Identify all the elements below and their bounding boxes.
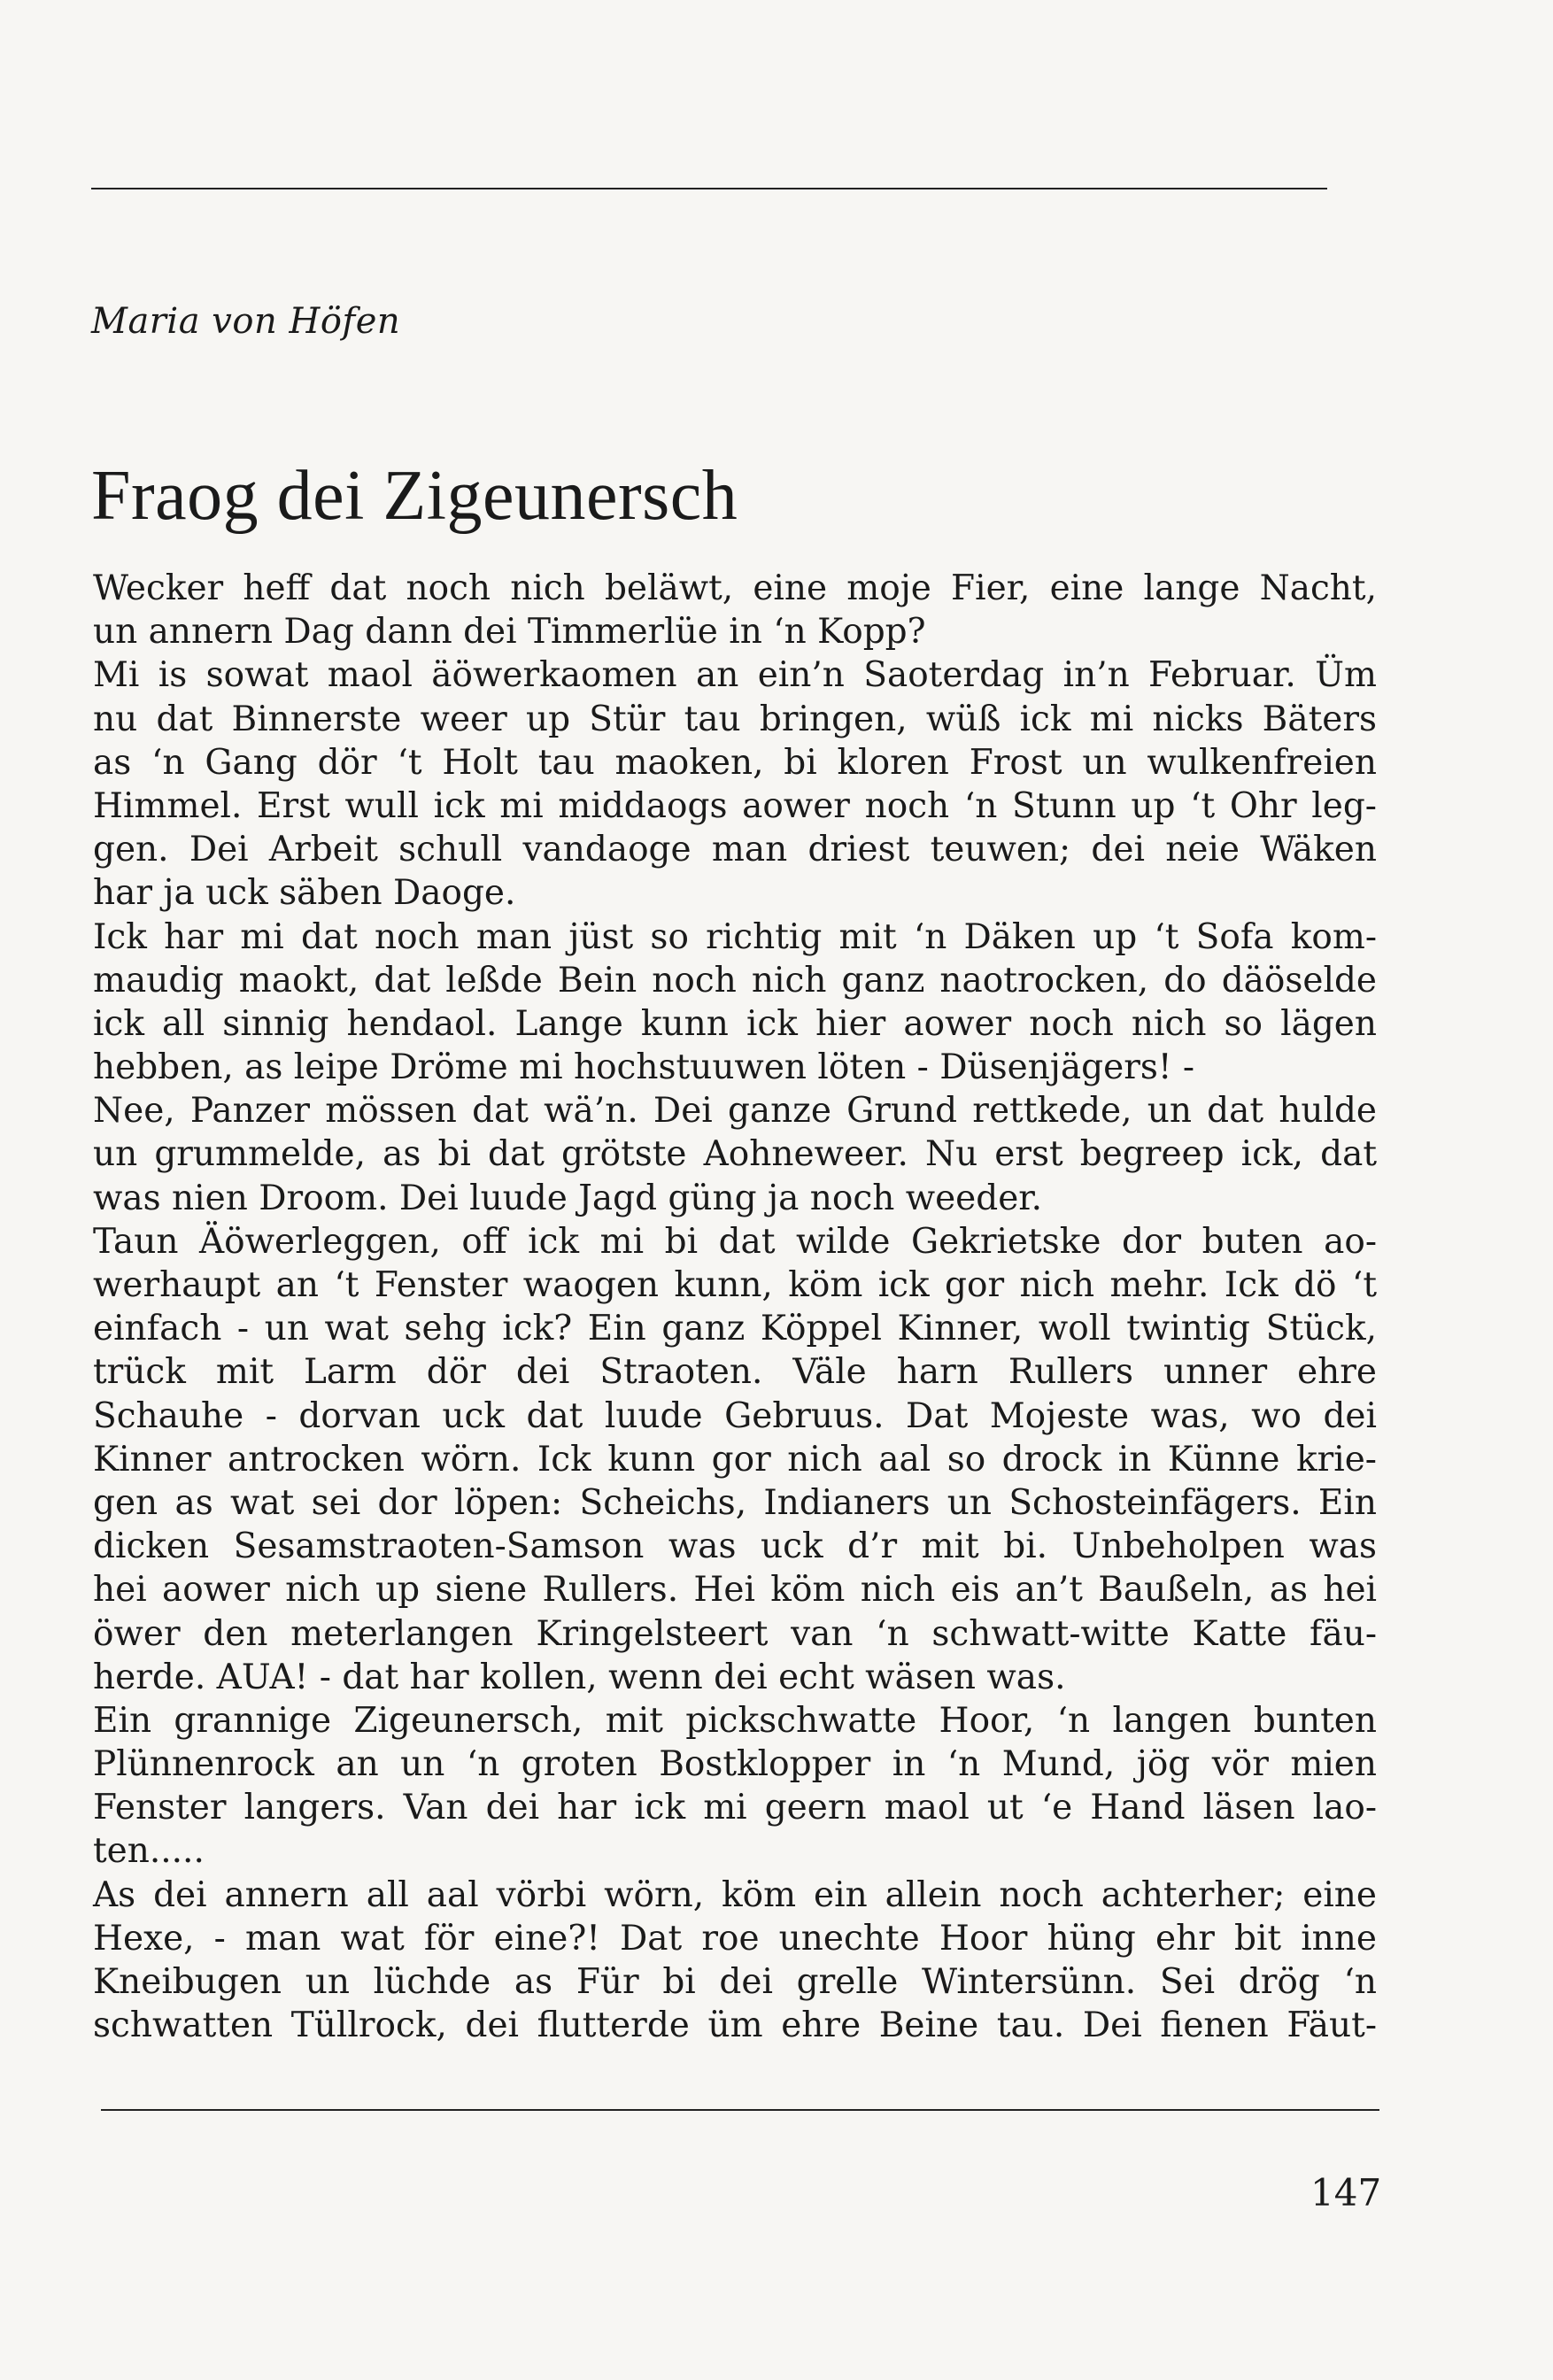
text-line: Nee, Panzer mössen dat wä’n. Dei ganze Grund rettkede, un dat hulde (93, 1091, 1377, 1132)
text-line: Schauhe - dorvan uck dat luude Gebruus. Dat Mojeste was, wo dei (93, 1395, 1377, 1436)
bottom-rule (101, 2109, 1379, 2111)
text-line: Himmel. Erst wull ick mi middaogs aower noch ‘n Stunn up ‘t Ohr leg- (93, 785, 1377, 826)
top-rule (91, 188, 1327, 189)
text-line: Hexe, - man wat för eine?! Dat roe unechte Hoor hüng ehr bit inne (93, 1918, 1377, 1959)
text-line: ick all sinnig hendaol. Lange kunn ick hier aower noch nich so lägen (93, 1003, 1377, 1044)
text-line: Ein grannige Zigeunersch, mit pickschwatte Hoor, ‘n langen bunten (93, 1700, 1377, 1741)
text-line: herde. AUA! - dat har kollen, wenn dei echt wäsen was. (93, 1657, 1066, 1697)
text-line: trück mit Larm dör dei Straoten. Väle harn Rullers unner ehre (93, 1352, 1377, 1393)
text-line: gen. Dei Arbeit schull vandaoge man driest teuwen; dei neie Wäken (93, 830, 1377, 870)
text-line: hebben, as leipe Dröme mi hochstuuwen löten - Düsenjägers! - (93, 1047, 1195, 1088)
text-line: gen as wat sei dor löpen: Scheichs, Indianers un Schosteinfägers. Ein (93, 1482, 1377, 1523)
text-line: Taun Äöwerleggen, off ick mi bi dat wilde Gekrietske dor buten ao- (93, 1221, 1377, 1262)
text-line: har ja uck säben Daoge. (93, 873, 516, 914)
text-line: dicken Sesamstraoten-Samson was uck d’r mit bi. Unbeholpen was (93, 1526, 1377, 1567)
text-line: As dei annern all aal vörbi wörn, köm ein allein noch achterher; eine (93, 1874, 1377, 1915)
text-line: ten..... (93, 1831, 205, 1872)
text-line: Kinner antrocken wörn. Ick kunn gor nich aal so drock in Künne krie- (93, 1439, 1377, 1480)
text-line: nu dat Binnerste weer up Stür tau bringen, wüß ick mi nicks Bäters (93, 699, 1377, 739)
story-body (93, 567, 1377, 2047)
text-line: Plünnenrock an un ‘n groten Bostklopper in ‘n Mund, jög vör mien (93, 1744, 1377, 1785)
text-line: Mi is sowat maol äöwerkaomen an ein’n Saoterdag in’n Februar. Üm (93, 655, 1377, 696)
text-line: öwer den meterlangen Kringelsteert van ‘n schwatt-witte Katte fäu- (93, 1613, 1377, 1654)
text-line: Kneibugen un lüchde as Für bi dei grelle Wintersünn. Sei drög ‘n (93, 1962, 1377, 2002)
page-number: 147 (1310, 2171, 1382, 2214)
text-line: Wecker heff dat noch nich beläwt, eine moje Fier, eine lange Nacht, (93, 568, 1377, 608)
text-line: un grummelde, as bi dat grötste Aohneweer. Nu erst begreep ick, dat (93, 1134, 1377, 1175)
author-name: Maria von Höfen (91, 301, 401, 342)
text-line: werhaupt an ‘t Fenster waogen kunn, köm ick gor nich mehr. Ick dö ‘t (93, 1265, 1377, 1305)
text-line: as ‘n Gang dör ‘t Holt tau maoken, bi kloren Frost un wulkenfreien (93, 742, 1377, 783)
text-line: un annern Dag dann dei Timmerlüe in ‘n Kopp? (93, 612, 926, 653)
text-line: einfach - un wat sehg ick? Ein ganz Köppel Kinner, woll twintig Stück, (93, 1309, 1377, 1349)
text-line: schwatten Tüllrock, dei flutterde üm ehre Beine tau. Dei fienen Fäut- (93, 2005, 1377, 2046)
story-title: Fraog dei Zigeunersch (91, 457, 738, 535)
text-line: was nien Droom. Dei luude Jagd güng ja noch weeder. (93, 1178, 1043, 1218)
text-line: hei aower nich up siene Rullers. Hei köm nich eis an’t Baußeln, as hei (93, 1570, 1377, 1611)
text-line: Ick har mi dat noch man jüst so richtig mit ‘n Däken up ‘t Sofa kom- (93, 916, 1377, 957)
text-line: maudig maokt, dat leßde Bein noch nich ganz naotrocken, do däöselde (93, 960, 1377, 1001)
text-line: Fenster langers. Van dei har ick mi geern maol ut ‘e Hand läsen lao- (93, 1788, 1377, 1828)
